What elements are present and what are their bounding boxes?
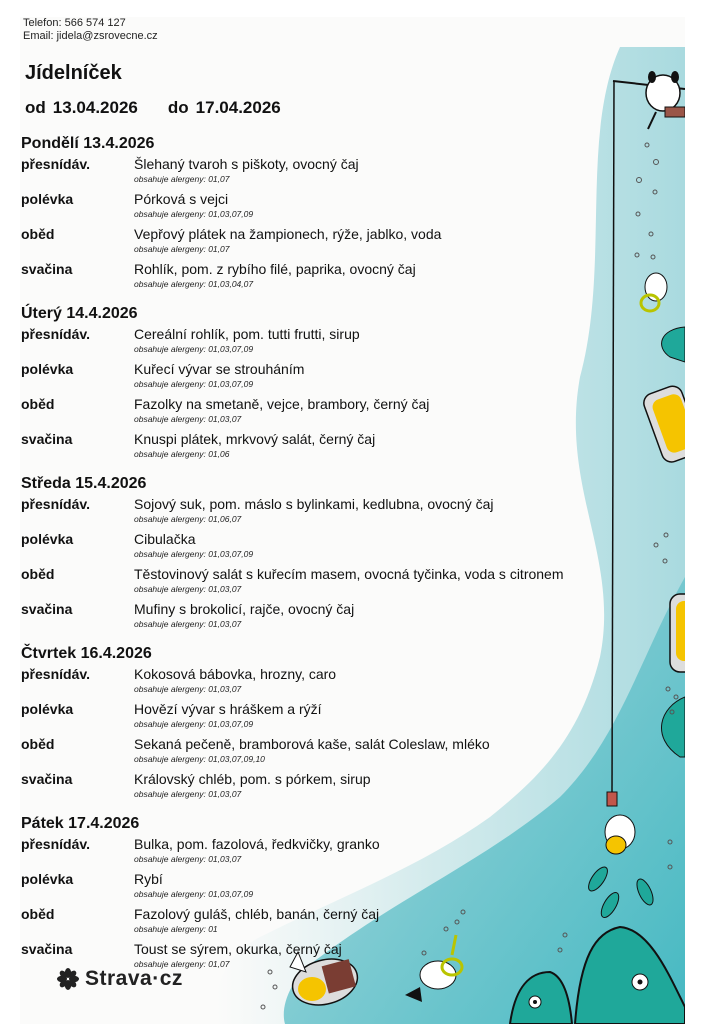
day-section [21,644,661,806]
meal-allergens: obsahuje alergeny: 01,03,07 [134,854,242,864]
meal-type: polévka [21,191,74,207]
meal-type: přesnídáv. [21,836,90,852]
meal-type: přesnídáv. [21,326,90,342]
meal-type: svačina [21,601,73,617]
meal-name: Královský chléb, pom. s pórkem, sirup [134,771,371,787]
meal-allergens: obsahuje alergeny: 01,03,07,09,10 [134,754,265,764]
meal-type: polévka [21,871,74,887]
meal-type: oběd [21,226,55,242]
meal-type: svačina [21,941,73,957]
meal-allergens: obsahuje alergeny: 01,06 [134,449,230,459]
meal-name: Šlehaný tvaroh s piškoty, ovocný čaj [134,156,359,172]
meal-row [21,431,661,466]
meal-row [21,361,661,396]
meal-name: Bulka, pom. fazolová, ředkvičky, granko [134,836,380,852]
meal-name: Rohlík, pom. z rybího filé, paprika, ovocný čaj [134,261,416,277]
day-section [21,304,661,466]
day-title: Čtvrtek 16.4.2026 [21,645,152,662]
strava-logo [57,967,183,991]
meal-row [21,771,661,806]
meal-allergens: obsahuje alergeny: 01,03,07,09 [134,209,254,219]
meal-name: Toust se sýrem, okurka, černý čaj [134,941,342,957]
meal-type: oběd [21,566,55,582]
meal-row [21,496,661,531]
day-section [21,814,661,976]
day-section [21,134,661,296]
range-from-date: 13.04.2026 [52,98,138,117]
meal-allergens: obsahuje alergeny: 01,03,07 [134,619,242,629]
meal-allergens: obsahuje alergeny: 01,03,04,07 [134,279,254,289]
meal-allergens: obsahuje alergeny: 01,03,07,09 [134,549,254,559]
range-to-label: do [167,98,189,117]
meal-allergens: obsahuje alergeny: 01,03,07 [134,414,242,424]
meal-row [21,326,661,361]
meal-row [21,226,661,261]
date-range [25,98,288,118]
meal-type: přesnídáv. [21,156,90,172]
meal-row [21,191,661,226]
meal-type: polévka [21,701,74,717]
meal-name: Cereální rohlík, pom. tutti frutti, sirup [134,326,360,342]
meal-name: Sojový suk, pom. máslo s bylinkami, kedlubna, ovocný čaj [134,496,494,512]
day-title: Pátek 17.4.2026 [21,815,140,832]
meal-row [21,871,661,906]
meal-row [21,156,661,191]
meal-name: Hovězí vývar s hráškem a rýží [134,701,322,717]
meal-row [21,396,661,431]
meal-type: přesnídáv. [21,666,90,682]
meal-allergens: obsahuje alergeny: 01,03,07 [134,584,242,594]
meal-row [21,836,661,871]
logo-text: Strava·cz [85,967,183,990]
day-title: Úterý 14.4.2026 [21,305,138,322]
day-title: Středa 15.4.2026 [21,475,147,492]
meal-name: Fazolky na smetaně, vejce, brambory, černý čaj [134,396,430,412]
meal-row [21,531,661,566]
meal-row [21,566,661,601]
meal-name: Kokosová bábovka, hrozny, caro [134,666,337,682]
meal-allergens: obsahuje alergeny: 01 [134,924,218,934]
meal-name: Kuřecí vývar se strouháním [134,361,305,377]
meal-name: Mufiny s brokolicí, rajče, ovocný čaj [134,601,355,617]
range-to-date: 17.04.2026 [195,98,281,117]
meal-row [21,701,661,736]
meal-type: oběd [21,736,55,752]
meal-type: přesnídáv. [21,496,90,512]
meal-type: polévka [21,361,74,377]
meal-type: svačina [21,771,73,787]
meal-name: Rybí [134,871,163,887]
flower-icon [57,968,79,990]
contact-phone: Telefon: 566 574 127 [23,17,126,29]
meal-name: Sekaná pečeně, bramborová kaše, salát Coleslaw, mléko [134,736,490,752]
meal-allergens: obsahuje alergeny: 01,06,07 [134,514,242,524]
meal-allergens: obsahuje alergeny: 01,03,07 [134,789,242,799]
meal-row [21,261,661,296]
meal-name: Pórková s vejci [134,191,229,207]
range-from-label: od [25,98,46,117]
meal-allergens: obsahuje alergeny: 01,03,07 [134,684,242,694]
day-title: Pondělí 13.4.2026 [21,135,155,152]
meal-allergens: obsahuje alergeny: 01,07 [134,959,230,969]
meal-name: Fazolový guláš, chléb, banán, černý čaj [134,906,380,922]
meal-allergens: obsahuje alergeny: 01,03,07,09 [134,889,254,899]
menu-page [20,17,685,1024]
sardine-can [670,594,685,672]
contact-email: Email: jidela@zsrovecne.cz [23,30,158,42]
meal-name: Cibulačka [134,531,196,547]
meal-type: svačina [21,261,73,277]
meal-type: polévka [21,531,74,547]
meal-row [21,666,661,701]
meal-row [21,906,661,941]
meal-allergens: obsahuje alergeny: 01,03,07,09 [134,344,254,354]
meal-allergens: obsahuje alergeny: 01,03,07,09 [134,719,254,729]
meal-name: Knuspi plátek, mrkvový salát, černý čaj [134,431,376,447]
day-section [21,474,661,636]
page-title: Jídelníček [25,62,122,84]
meal-type: svačina [21,431,73,447]
meal-allergens: obsahuje alergeny: 01,07 [134,174,230,184]
meal-row [21,736,661,771]
meal-name: Těstovinový salát s kuřecím masem, ovocná tyčinka, voda s citronem [134,566,564,582]
meal-allergens: obsahuje alergeny: 01,03,07,09 [134,379,254,389]
meal-name: Vepřový plátek na žampionech, rýže, jablko, voda [134,226,442,242]
meal-row [21,601,661,636]
meal-type: oběd [21,906,55,922]
meal-allergens: obsahuje alergeny: 01,07 [134,244,230,254]
meal-type: oběd [21,396,55,412]
